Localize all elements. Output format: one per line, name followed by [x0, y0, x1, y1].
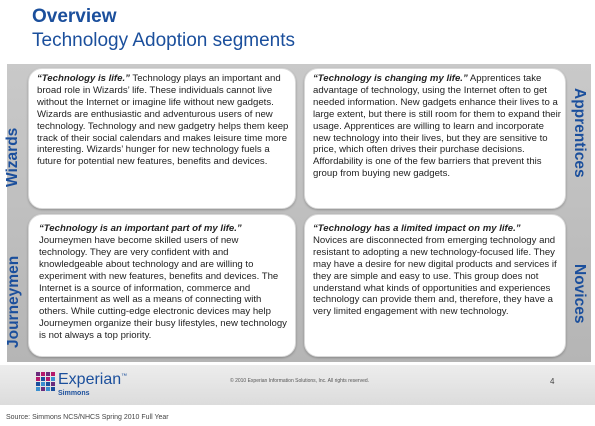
page-subtitle: Technology Adoption segments	[32, 30, 296, 51]
page-number: 4	[550, 377, 555, 386]
journeymen-label: Journeymen	[5, 255, 22, 348]
novices-body: Novices are disconnected from emerging technology and resistant to adopting a new technology-focused life. They may have a desire for new digital products and services if they are simple and easy to use. This group does not understand what kinds of opportunities and experiences technology can provide them and, therefore, they have a very limited engagement with new technology.	[313, 234, 557, 318]
experian-logo-icon	[36, 372, 56, 392]
logo-name: Experian	[58, 371, 122, 388]
wizards-label: Wizards	[4, 127, 21, 187]
novices-quote: “Technology has a limited impact on my life.”	[313, 223, 521, 234]
logo-tm: ™	[121, 373, 128, 380]
apprentices-text	[313, 73, 561, 180]
novices-label: Novices	[571, 264, 588, 324]
novices-text	[313, 223, 561, 318]
journeymen-card	[28, 214, 296, 357]
apprentices-body: Apprentices take advantage of technology, using the Internet often to get needed information. New gadgets enhance their lives to a large extent, but there is still room for them to expand their usage. Apprentices are willing to learn and incorporate new technology into their lives, but they are sensitive to price, which often drives their purchase decisions. Affordability is one of the few barriers that prevent this group from buying new gadgets.	[313, 73, 561, 180]
source-note: Source: Simmons NCS/NHCS Spring 2010 Full Year	[6, 414, 169, 421]
journeymen-quote: “Technology is an important part of my life.”	[39, 223, 242, 234]
copyright-notice: © 2010 Experian Information Solutions, Inc. All rights reserved.	[230, 378, 370, 384]
novices-card	[304, 214, 566, 357]
experian-logo-text	[58, 371, 127, 389]
wizards-quote: “Technology is life.”	[37, 73, 130, 84]
apprentices-label: Apprentices	[571, 88, 588, 178]
simmons-logo-text: Simmons	[58, 390, 90, 397]
page-title: Overview	[32, 6, 117, 27]
apprentices-card	[304, 68, 566, 209]
wizards-body: Technology plays an important and broad role in Wizards’ life. These individuals cannot live without the Internet or imagine life without new gadgets. Wizards are enthusiastic and adventurous users of new technology. Technology and new gadgetry helps them keep track of their social calendars and makes leisure time more interesting. Wizards’ hunger for new technology fuels a future for potential new features, benefits and devices.	[37, 73, 289, 168]
apprentices-quote: “Technology is changing my life.”	[313, 73, 468, 84]
wizards-text	[37, 73, 289, 168]
wizards-card	[28, 68, 296, 209]
journeymen-text	[39, 223, 289, 342]
journeymen-body: Journeymen have become skilled users of new technology. They are very confident with and knowledgeable about technology and are willing to experiment with new features, benefits and devices. The Internet is a source of information, commerce and entertainment as well as a means of connecting with others. While cutting-edge electronic devices may help Journeymen organize their busy lifestyles, new technology is not always a top priority.	[39, 234, 287, 342]
